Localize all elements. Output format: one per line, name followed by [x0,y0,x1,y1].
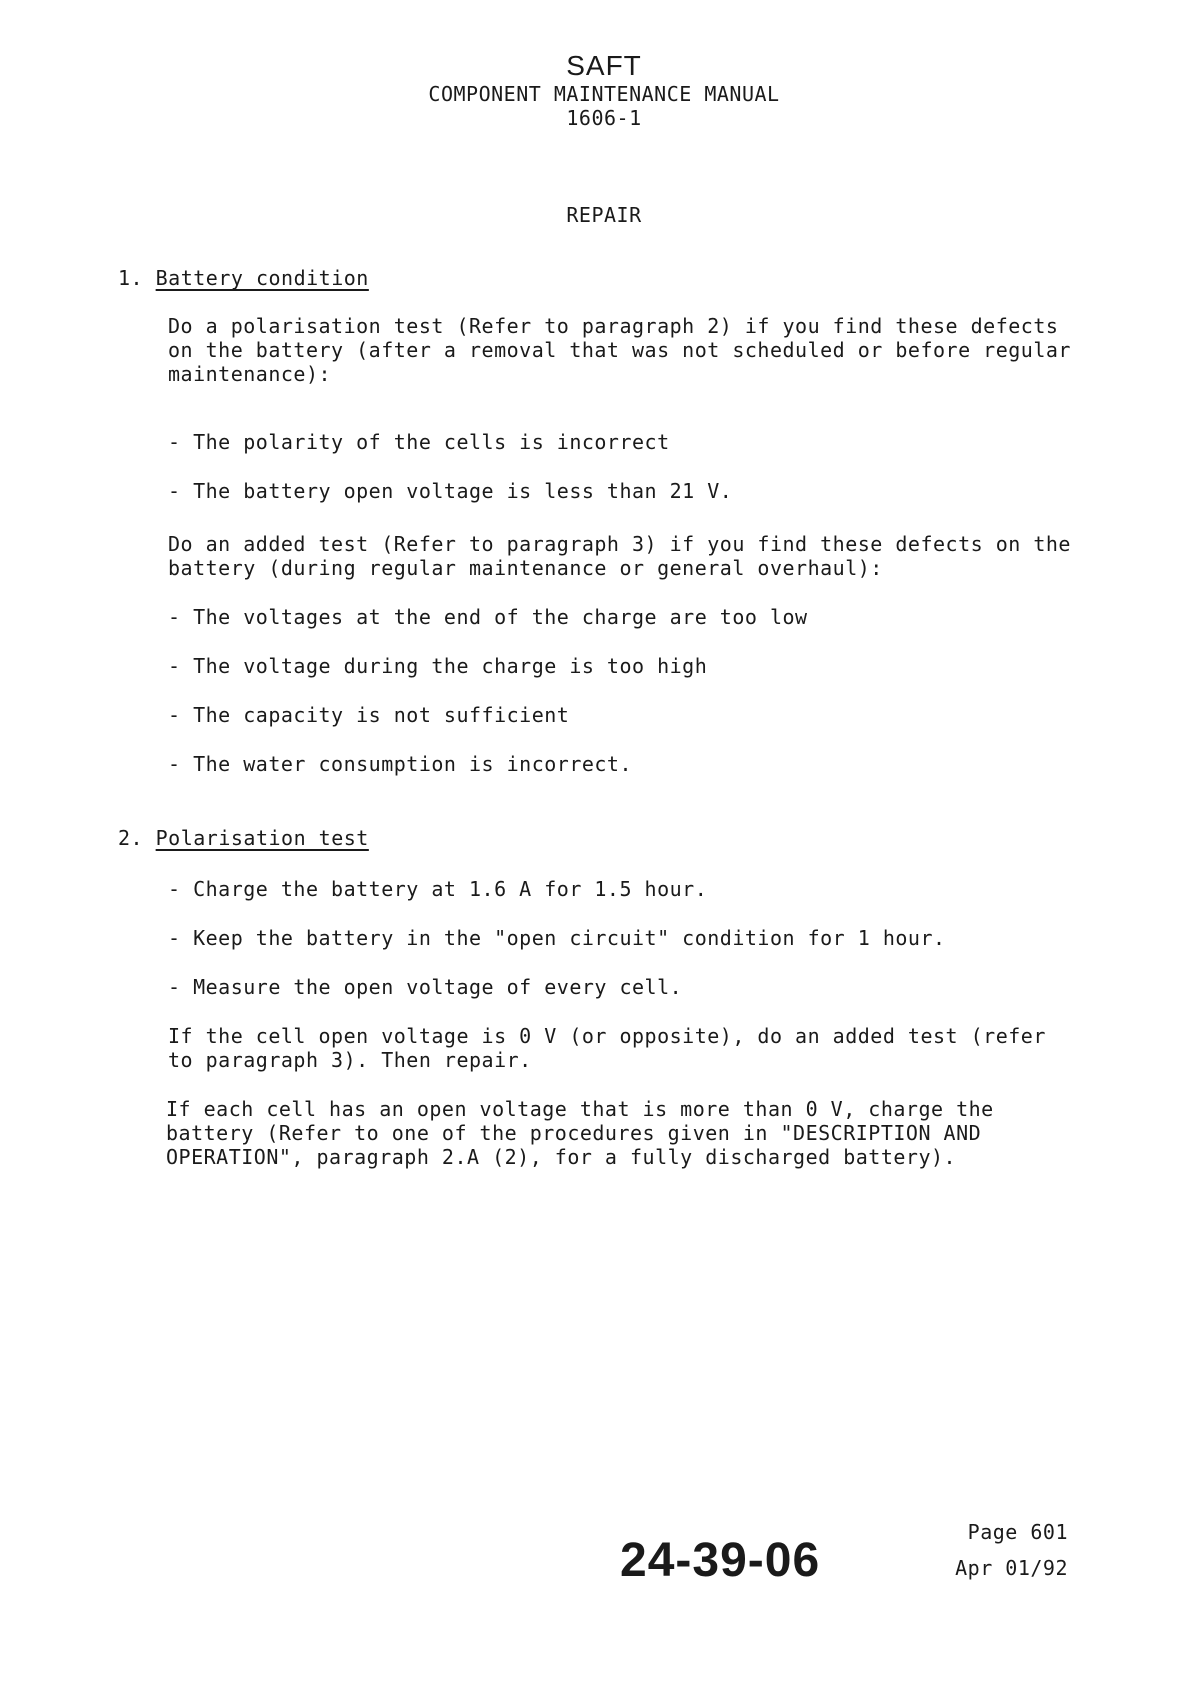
revision-date: Apr 01/92 [955,1556,1068,1580]
list-item: - The water consumption is incorrect. [168,752,633,776]
list-item: - Keep the battery in the "open circuit" condition for 1 hour. [168,926,946,950]
manual-title: COMPONENT MAINTENANCE MANUAL [428,82,780,106]
list-item: - The battery open voltage is less than 21 V. [168,479,733,503]
page-number: Page 601 [967,1520,1068,1544]
section-1-second-intro-line-2: battery (during regular maintenance or general overhaul): [168,556,883,580]
list-item: - The voltage during the charge is too high [168,654,708,678]
section-2-para-b-line-1: If each cell has an open voltage that is more than 0 V, charge the [166,1097,994,1121]
chapter-code: 24-39-06 [620,1534,821,1587]
section-2-para-a-line-2: to paragraph 3). Then repair. [168,1048,532,1072]
section-title: REPAIR [566,203,642,227]
section-1-intro-line-1: Do a polarisation test (Refer to paragraph 2) if you find these defects [168,314,1059,338]
list-item: - Charge the battery at 1.6 A for 1.5 hour. [168,877,708,901]
section-1-intro-line-3: maintenance): [168,362,332,386]
section-2-title: Polarisation test [155,826,369,850]
section-1-number: 1. [118,266,144,290]
section-1-intro-line-2: on the battery (after a removal that was not scheduled or before regular [168,338,1071,362]
section-2-para-b-line-2: battery (Refer to one of the procedures given in "DESCRIPTION AND [166,1121,982,1145]
section-1-title: Battery condition [155,266,369,290]
section-2-para-a-line-1: If the cell open voltage is 0 V (or opposite), do an added test (refer [168,1024,1046,1048]
section-1-second-intro-line-1: Do an added test (Refer to paragraph 3) if you find these defects on the [168,532,1071,556]
brand-name: SAFT [566,50,642,81]
list-item: - The voltages at the end of the charge are too low [168,605,808,629]
section-2-number: 2. [118,826,144,850]
section-2-heading [118,826,369,850]
list-item: - The polarity of the cells is incorrect [168,430,670,454]
list-item: - The capacity is not sufficient [168,703,570,727]
section-2-para-b-line-3: OPERATION", paragraph 2.A (2), for a fully discharged battery). [166,1145,957,1169]
section-1-heading [118,266,369,290]
manual-number: 1606-1 [566,106,642,130]
list-item: - Measure the open voltage of every cell. [168,975,683,999]
